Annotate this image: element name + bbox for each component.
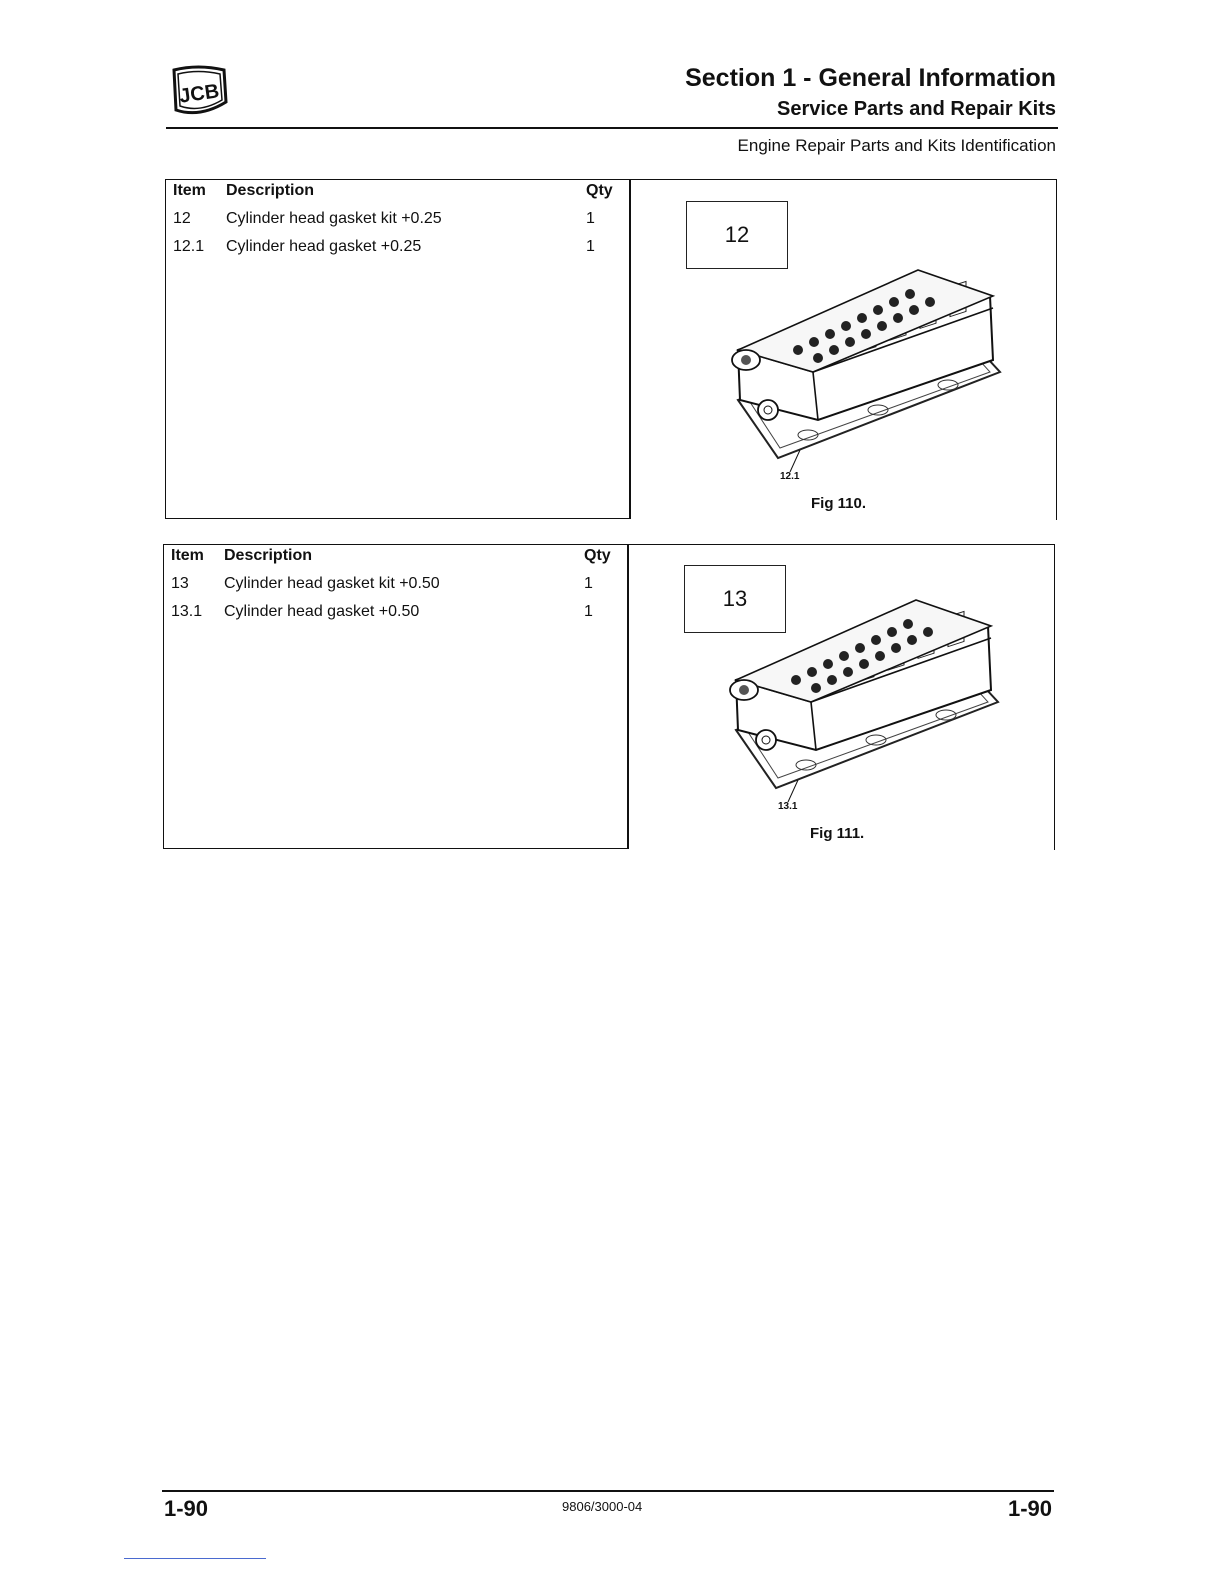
- header-item: Item: [173, 182, 206, 199]
- row-qty: 1: [584, 575, 593, 592]
- row-item: 12: [173, 210, 191, 227]
- part-label: 12.1: [780, 471, 800, 482]
- section-subtitle: Service Parts and Repair Kits: [776, 98, 1056, 120]
- topic-heading: Engine Repair Parts and Kits Identification: [737, 136, 1056, 155]
- table-row: [164, 575, 627, 599]
- document-number: 9806/3000-04: [562, 1499, 643, 1514]
- figure-caption: Fig 111.: [810, 825, 865, 842]
- table-header: [164, 547, 627, 571]
- section-title: Section 1 - General Information: [685, 64, 1056, 92]
- header-qty: Qty: [586, 182, 613, 199]
- row-qty: 1: [586, 210, 595, 227]
- row-description: Cylinder head gasket kit +0.50: [224, 575, 440, 592]
- table-header: [166, 182, 629, 206]
- table-row: [166, 238, 629, 262]
- row-qty: 1: [584, 603, 593, 620]
- row-item: 12.1: [173, 238, 205, 255]
- header-description: Description: [224, 547, 313, 564]
- header-description: Description: [226, 182, 315, 199]
- scan-artifact-line: [124, 1558, 266, 1559]
- figure-callout-box: 12: [686, 201, 788, 269]
- parts-table-2: [163, 544, 629, 849]
- page-number-right: 1-90: [1007, 1496, 1052, 1521]
- row-description: Cylinder head gasket kit +0.25: [226, 210, 442, 227]
- cylinder-head-illustration: [716, 580, 1006, 812]
- figure-caption: Fig 110.: [811, 495, 867, 512]
- row-qty: 1: [586, 238, 595, 255]
- header-item: Item: [171, 547, 204, 564]
- header-qty: Qty: [584, 547, 611, 564]
- row-item: 13: [171, 575, 189, 592]
- footer-rule: [162, 1490, 1054, 1492]
- row-item: 13.1: [171, 603, 203, 620]
- figure-callout-box: 13: [684, 565, 786, 633]
- table-row: [166, 210, 629, 234]
- parts-table-1: [165, 179, 631, 519]
- row-description: Cylinder head gasket +0.25: [226, 238, 422, 255]
- header-rule: [166, 127, 1058, 129]
- page-number-left: 1-90: [164, 1496, 209, 1521]
- table-row: [164, 603, 627, 627]
- jcb-logo: [168, 62, 230, 122]
- svg-text:JCB: JCB: [177, 80, 221, 108]
- part-label: 13.1: [778, 801, 798, 812]
- cylinder-head-illustration: [718, 250, 1008, 482]
- row-description: Cylinder head gasket +0.50: [224, 603, 420, 620]
